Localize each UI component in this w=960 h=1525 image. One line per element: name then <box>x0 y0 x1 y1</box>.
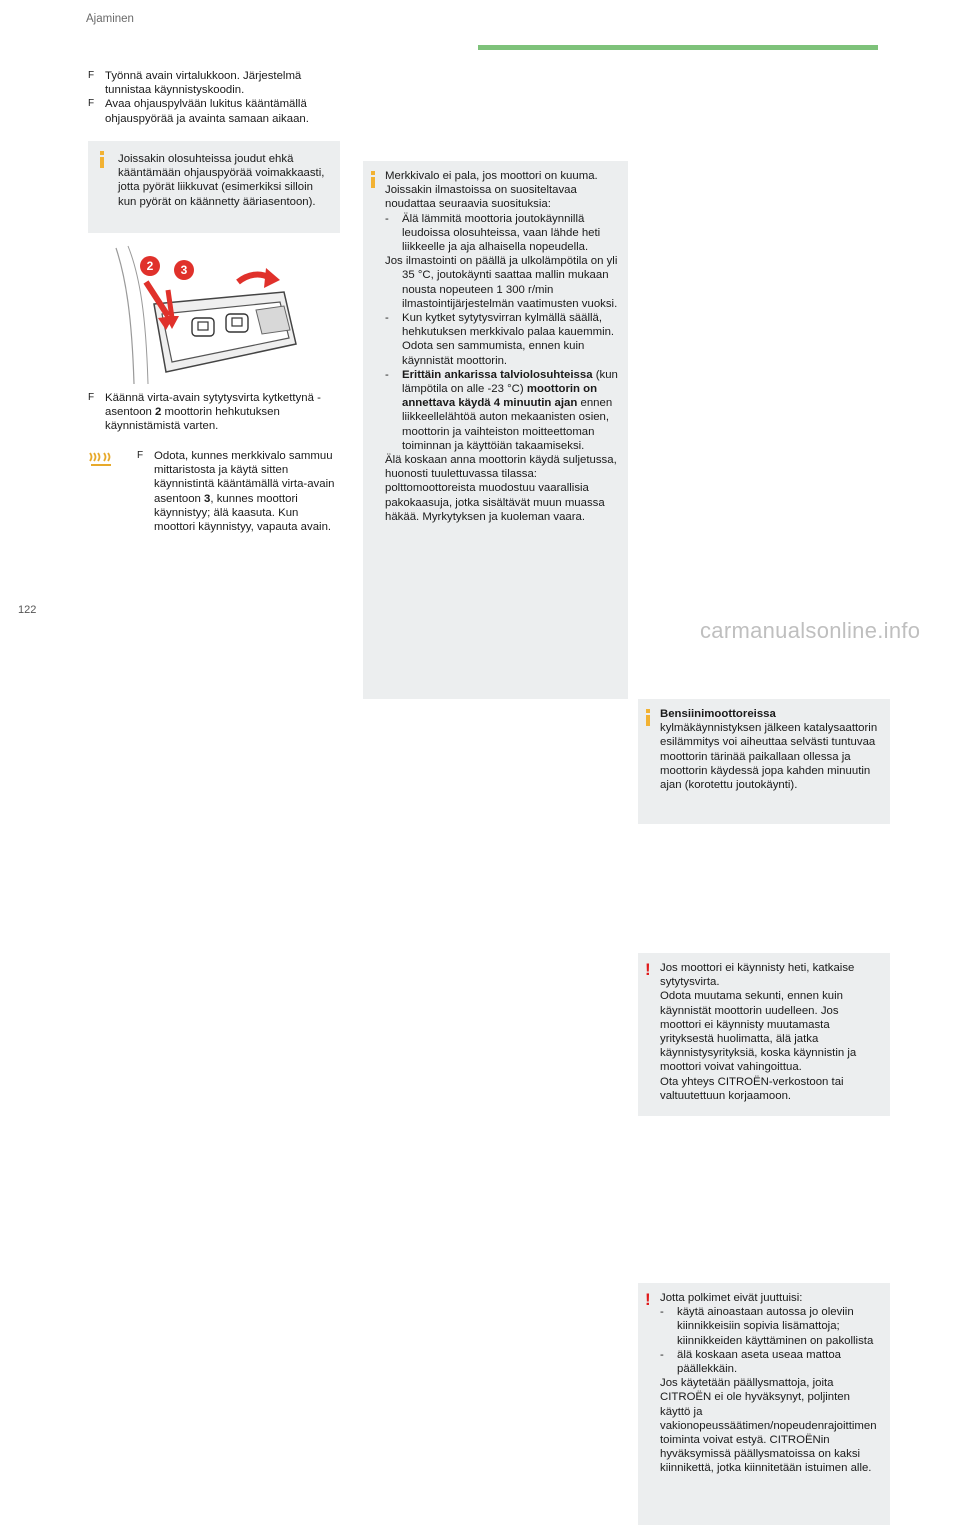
callout-3-label: 3 <box>180 263 188 277</box>
cold-intro: Merkkivalo ei pala, jos moottori on kuuma. Joissakin ilmastoissa on suositeltavaa noudattaa seuraavia suosituksia: <box>385 170 598 211</box>
start-failure-warning-box: ! Jos moottori ei käynnisty heti, katkaise sytytysvirta. Odota muutama sekunti, ennen kuin käynnistät moottorin uudelleen. Jos moottori ei käynnisty muutamasta yrityksestä huolimatta, älä jatka käynnistysyrityksiä, koska käynnistin ja moottori voivat vahingoittua. Ota yhteys CITROËN-verkostoon tai valtuutettuun korjaamoon. <box>638 953 890 1116</box>
mat-item-2: - älä koskaan aseta useaa mattoa päällekkäin. <box>660 1348 842 1376</box>
info-note-box <box>88 141 340 233</box>
section-title: Ajaminen <box>86 13 134 25</box>
warning-icon: ! <box>645 1290 651 1309</box>
cold-item-2: - Kun kytket sytytysvirran kylmällä säällä, hehkutuksen merkkivalo palaa kauemmin. Odota sen sammumista, ennen kuin käynnistät moottorin. <box>385 312 615 367</box>
glow-plug-icon <box>88 450 114 470</box>
page-number: 122 <box>18 604 37 616</box>
info-icon <box>643 709 655 726</box>
col1-top-steps <box>88 69 334 126</box>
cold-item-3: - Erittäin ankarissa talviolosuhteissa (kun lämpötila on alle -23 °C) moottorin on annettava käydä 4 minuutin ajan ennen liikkeellelähtöä auton mekaanisten osien, moottorin ja vaihteiston moitteettoman toiminnan ja käyttöiän takaamiseksi. <box>385 368 618 452</box>
cold-climate-box <box>363 161 628 699</box>
ignition-key-drawing <box>88 238 340 386</box>
step-marker: F <box>137 450 144 461</box>
info-icon <box>368 171 380 188</box>
step-turn-key: F Käännä virta-avain sytytysvirta kytkettynä -asentoon 2 moottorin hehkutuksen käynnistämistä varten. <box>88 392 321 433</box>
warning-icon: ! <box>645 960 651 979</box>
mat-item-1: - käytä ainoastaan autossa jo oleviin kiinnikkeisiin sopivia lisämattoja; kiinnikkeiden käyttäminen on pakollista <box>660 1306 874 1347</box>
callout-2-label: 2 <box>146 259 154 273</box>
step-glow-wait: F Odota, kunnes merkkivalo sammuu mittaristosta ja käytä sitten käynnistintä kääntämällä virta-avain asentoon 3, kunnes moottori käynnistyy; älä kaasuta. Kun moottori käynnistyy, vapauta avain. <box>137 450 335 534</box>
floor-mat-warning-box: ! Jotta polkimet eivät juuttuisi: - käytä ainoastaan autossa jo oleviin kiinnikkeisiin sopivia lisämattoja; kiinnikkeiden käyttäminen on pakollista - älä koskaan aseta useaa mattoa päällekkäin. Jos käytetään päällysmattoja, joita CITROËN ei ole hyväksynyt, poljinten käyttö ja vakionopeussäätimen/nopeudenrajoittimen toiminta voivat estyä. CITROËNin hyväksymissä päällysmatoissa on kaksi kiinnikettä, jotka kiinnitetään istuimen alle. <box>638 1283 890 1525</box>
header-accent-rule <box>478 45 878 50</box>
info-note-text: Joissakin olosuhteissa joudut ehkä kääntämään ohjauspyörää voimakkaasti, jotta pyörät liikkuvat (esimerkiksi silloin kun pyörät on käännetty ääriasentoon). <box>118 153 325 208</box>
cold-ac-text: Jos ilmastointi on päällä ja ulkolämpötila on yli 35 °C, joutokäynti saattaa mallin mukaan nousta nopeuteen 1 300 r/min ilmastointijärjestelmän vaatimusten vuoksi. <box>385 255 618 310</box>
step-marker: F <box>88 70 95 81</box>
cold-closing: Älä koskaan anna moottorin käydä suljetussa, huonosti tuulettuvassa tilassa: polttomoottoreista muodostuu vaarallisia pakokaasuja, jotka sisältävät muun muassa häkää. Myrkytyksen ja kuoleman vaara. <box>385 454 617 523</box>
petrol-text: kylmäkäynnistyksen jälkeen katalysaattorin esilämmitys voi aiheuttaa selvästi tuntuvaa moottorin tärinää paikallaan ollessa ja moottorin käydessä jopa kahden minuutin ajan (korotettu joutokäynti). <box>660 722 878 792</box>
petrol-engine-box <box>638 699 890 824</box>
step-insert-key: F Työnnä avain virtalukkoon. Järjestelmä tunnistaa käynnistyskoodin. <box>88 70 302 97</box>
info-icon <box>97 151 109 168</box>
glow-plug-warning-icon <box>88 450 114 470</box>
step-marker: F <box>88 392 95 403</box>
site-watermark: carmanualsonline.info <box>700 618 921 643</box>
petrol-title: Bensiinimoottoreissa <box>660 708 776 720</box>
step-marker: F <box>88 98 95 110</box>
key-illustration <box>88 238 340 386</box>
cold-item-1: - Älä lämmitä moottoria joutokäynnillä leudoissa olosuhteissa, vaan lähde heti liikkeelle ja aja alhaisella nopeudella. <box>385 212 601 254</box>
step-unlock-column: F Avaa ohjauspylvään lukitus kääntämällä ohjauspyörää ja avainta samaan aikaan. <box>88 98 309 125</box>
